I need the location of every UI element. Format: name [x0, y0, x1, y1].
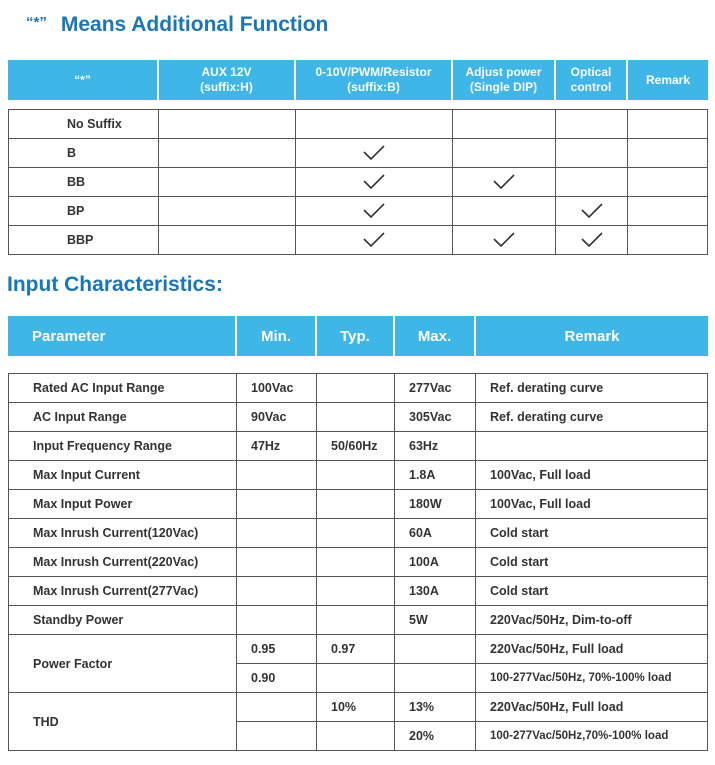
input-row: [8, 548, 708, 577]
parameter-cell: Max Inrush Current(277Vac): [8, 577, 237, 606]
input-row: [8, 373, 708, 403]
remark-header-cell: Remark: [476, 316, 708, 356]
checkmark-icon: [362, 202, 386, 220]
remark-cell: [628, 109, 708, 139]
dimming-cell: [296, 226, 453, 255]
aux-cell: [159, 109, 296, 139]
suffix-header-row: [8, 60, 708, 100]
suffix-row: [8, 226, 708, 255]
input-section-title: Input Characteristics:: [7, 273, 223, 296]
max-cell: 130A: [395, 577, 476, 606]
suffix-cell: B: [8, 139, 159, 168]
min-cell: [237, 461, 317, 490]
typ-cell: [317, 577, 395, 606]
aux-cell: [159, 139, 296, 168]
suffix-header-cell: “*”: [8, 60, 159, 100]
remark-cell: Cold start: [476, 577, 708, 606]
aux-cell: [159, 197, 296, 226]
checkmark-icon: [362, 144, 386, 162]
remark-cell: 100Vac, Full load: [476, 490, 708, 519]
min-cell: 0.95: [237, 635, 317, 664]
suffix-cell: No Suffix: [8, 109, 159, 139]
remark-cell: [628, 168, 708, 197]
suffix-table: [8, 109, 708, 255]
remark-cell: Ref. derating curve: [476, 373, 708, 403]
suffix-title-quote: “*”: [26, 14, 47, 31]
parameter-cell: Max Input Current: [8, 461, 237, 490]
min-cell: [237, 519, 317, 548]
adjust-power-cell: [453, 197, 556, 226]
suffix-cell: BB: [8, 168, 159, 197]
input-table-header: [8, 316, 708, 356]
adjust-power-cell: [453, 226, 556, 255]
min-cell: [237, 722, 317, 751]
remark-cell: Cold start: [476, 519, 708, 548]
suffix-cell: BBP: [8, 226, 159, 255]
parameter-cell: Max Inrush Current(220Vac): [8, 548, 237, 577]
remark-cell: Cold start: [476, 548, 708, 577]
optical-cell: [556, 139, 628, 168]
checkmark-icon: [580, 202, 604, 220]
parameter-header-cell: Parameter: [8, 316, 237, 356]
remark-cell: 100Vac, Full load: [476, 461, 708, 490]
suffix-row: [8, 109, 708, 139]
min-cell: [237, 548, 317, 577]
input-row: [8, 606, 708, 635]
max-cell: 1.8A: [395, 461, 476, 490]
typ-cell: 10%: [317, 693, 395, 722]
input-table: [8, 373, 708, 751]
typ-cell: 0.97: [317, 635, 395, 664]
parameter-cell: Input Frequency Range: [8, 432, 237, 461]
checkmark-icon: [362, 231, 386, 249]
min-cell: [237, 606, 317, 635]
suffix-section-title: [26, 13, 328, 37]
optical-cell: [556, 197, 628, 226]
parameter-cell: THD: [8, 693, 237, 751]
aux-header-cell: AUX 12V (suffix:H): [159, 60, 296, 100]
dimming-cell: [296, 139, 453, 168]
typ-cell: [317, 548, 395, 577]
checkmark-icon: [492, 173, 516, 191]
min-cell: 90Vac: [237, 403, 317, 432]
remark-cell: 220Vac/50Hz, Dim-to-off: [476, 606, 708, 635]
max-cell: 60A: [395, 519, 476, 548]
input-row: [8, 519, 708, 548]
min-cell: 100Vac: [237, 373, 317, 403]
min-header-cell: Min.: [237, 316, 317, 356]
optical-cell: [556, 168, 628, 197]
optical-cell: [556, 226, 628, 255]
min-cell: [237, 693, 317, 722]
parameter-cell: Power Factor: [8, 635, 237, 693]
typ-cell: [317, 606, 395, 635]
power-factor-row: [8, 635, 708, 664]
checkmark-icon: [492, 231, 516, 249]
suffix-row: [8, 139, 708, 168]
parameter-cell: AC Input Range: [8, 403, 237, 432]
parameter-cell: Standby Power: [8, 606, 237, 635]
adjust-power-cell: [453, 139, 556, 168]
typ-cell: [317, 373, 395, 403]
max-cell: 180W: [395, 490, 476, 519]
max-cell: 277Vac: [395, 373, 476, 403]
max-cell: [395, 635, 476, 664]
typ-cell: [317, 722, 395, 751]
remark-cell: [476, 432, 708, 461]
max-cell: 63Hz: [395, 432, 476, 461]
dimming-cell: [296, 197, 453, 226]
remark-cell: 220Vac/50Hz, Full load: [476, 693, 708, 722]
dimming-cell: [296, 109, 453, 139]
remark-cell: 220Vac/50Hz, Full load: [476, 635, 708, 664]
dimming-header-cell: 0-10V/PWM/Resistor (suffix:B): [296, 60, 453, 100]
input-row: [8, 490, 708, 519]
adjust-power-cell: [453, 168, 556, 197]
input-row: [8, 403, 708, 432]
parameter-cell: Max Inrush Current(120Vac): [8, 519, 237, 548]
typ-cell: [317, 664, 395, 693]
input-row: [8, 577, 708, 606]
thd-row: [8, 693, 708, 722]
typ-header-cell: Typ.: [317, 316, 395, 356]
input-row: [8, 461, 708, 490]
max-cell: 20%: [395, 722, 476, 751]
checkmark-icon: [580, 231, 604, 249]
suffix-table-header: [8, 60, 708, 100]
remark-cell: [628, 197, 708, 226]
max-cell: 100A: [395, 548, 476, 577]
min-cell: [237, 490, 317, 519]
aux-cell: [159, 168, 296, 197]
typ-cell: [317, 519, 395, 548]
min-cell: 47Hz: [237, 432, 317, 461]
adjust-power-cell: [453, 109, 556, 139]
adjust-power-header-cell: Adjust power (Single DIP): [453, 60, 556, 100]
remark-header-cell: Remark: [628, 60, 708, 100]
input-row: [8, 432, 708, 461]
max-cell: 305Vac: [395, 403, 476, 432]
optical-cell: [556, 109, 628, 139]
aux-cell: [159, 226, 296, 255]
parameter-cell: Max Input Power: [8, 490, 237, 519]
checkmark-icon: [362, 173, 386, 191]
optical-header-cell: Optical control: [556, 60, 628, 100]
max-cell: 5W: [395, 606, 476, 635]
suffix-title-text: Means Additional Function: [60, 13, 329, 36]
suffix-row: [8, 197, 708, 226]
remark-cell: [628, 226, 708, 255]
remark-cell: [628, 139, 708, 168]
typ-cell: [317, 490, 395, 519]
remark-cell: 100-277Vac/50Hz,70%-100% load: [476, 722, 708, 751]
max-cell: 13%: [395, 693, 476, 722]
typ-cell: [317, 403, 395, 432]
remark-cell: Ref. derating curve: [476, 403, 708, 432]
input-header-row: [8, 316, 708, 356]
max-header-cell: Max.: [395, 316, 476, 356]
min-cell: [237, 577, 317, 606]
max-cell: [395, 664, 476, 693]
typ-cell: 50/60Hz: [317, 432, 395, 461]
suffix-cell: BP: [8, 197, 159, 226]
remark-cell: 100-277Vac/50Hz, 70%-100% load: [476, 664, 708, 693]
dimming-cell: [296, 168, 453, 197]
suffix-row: [8, 168, 708, 197]
min-cell: 0.90: [237, 664, 317, 693]
parameter-cell: Rated AC Input Range: [8, 373, 237, 403]
typ-cell: [317, 461, 395, 490]
